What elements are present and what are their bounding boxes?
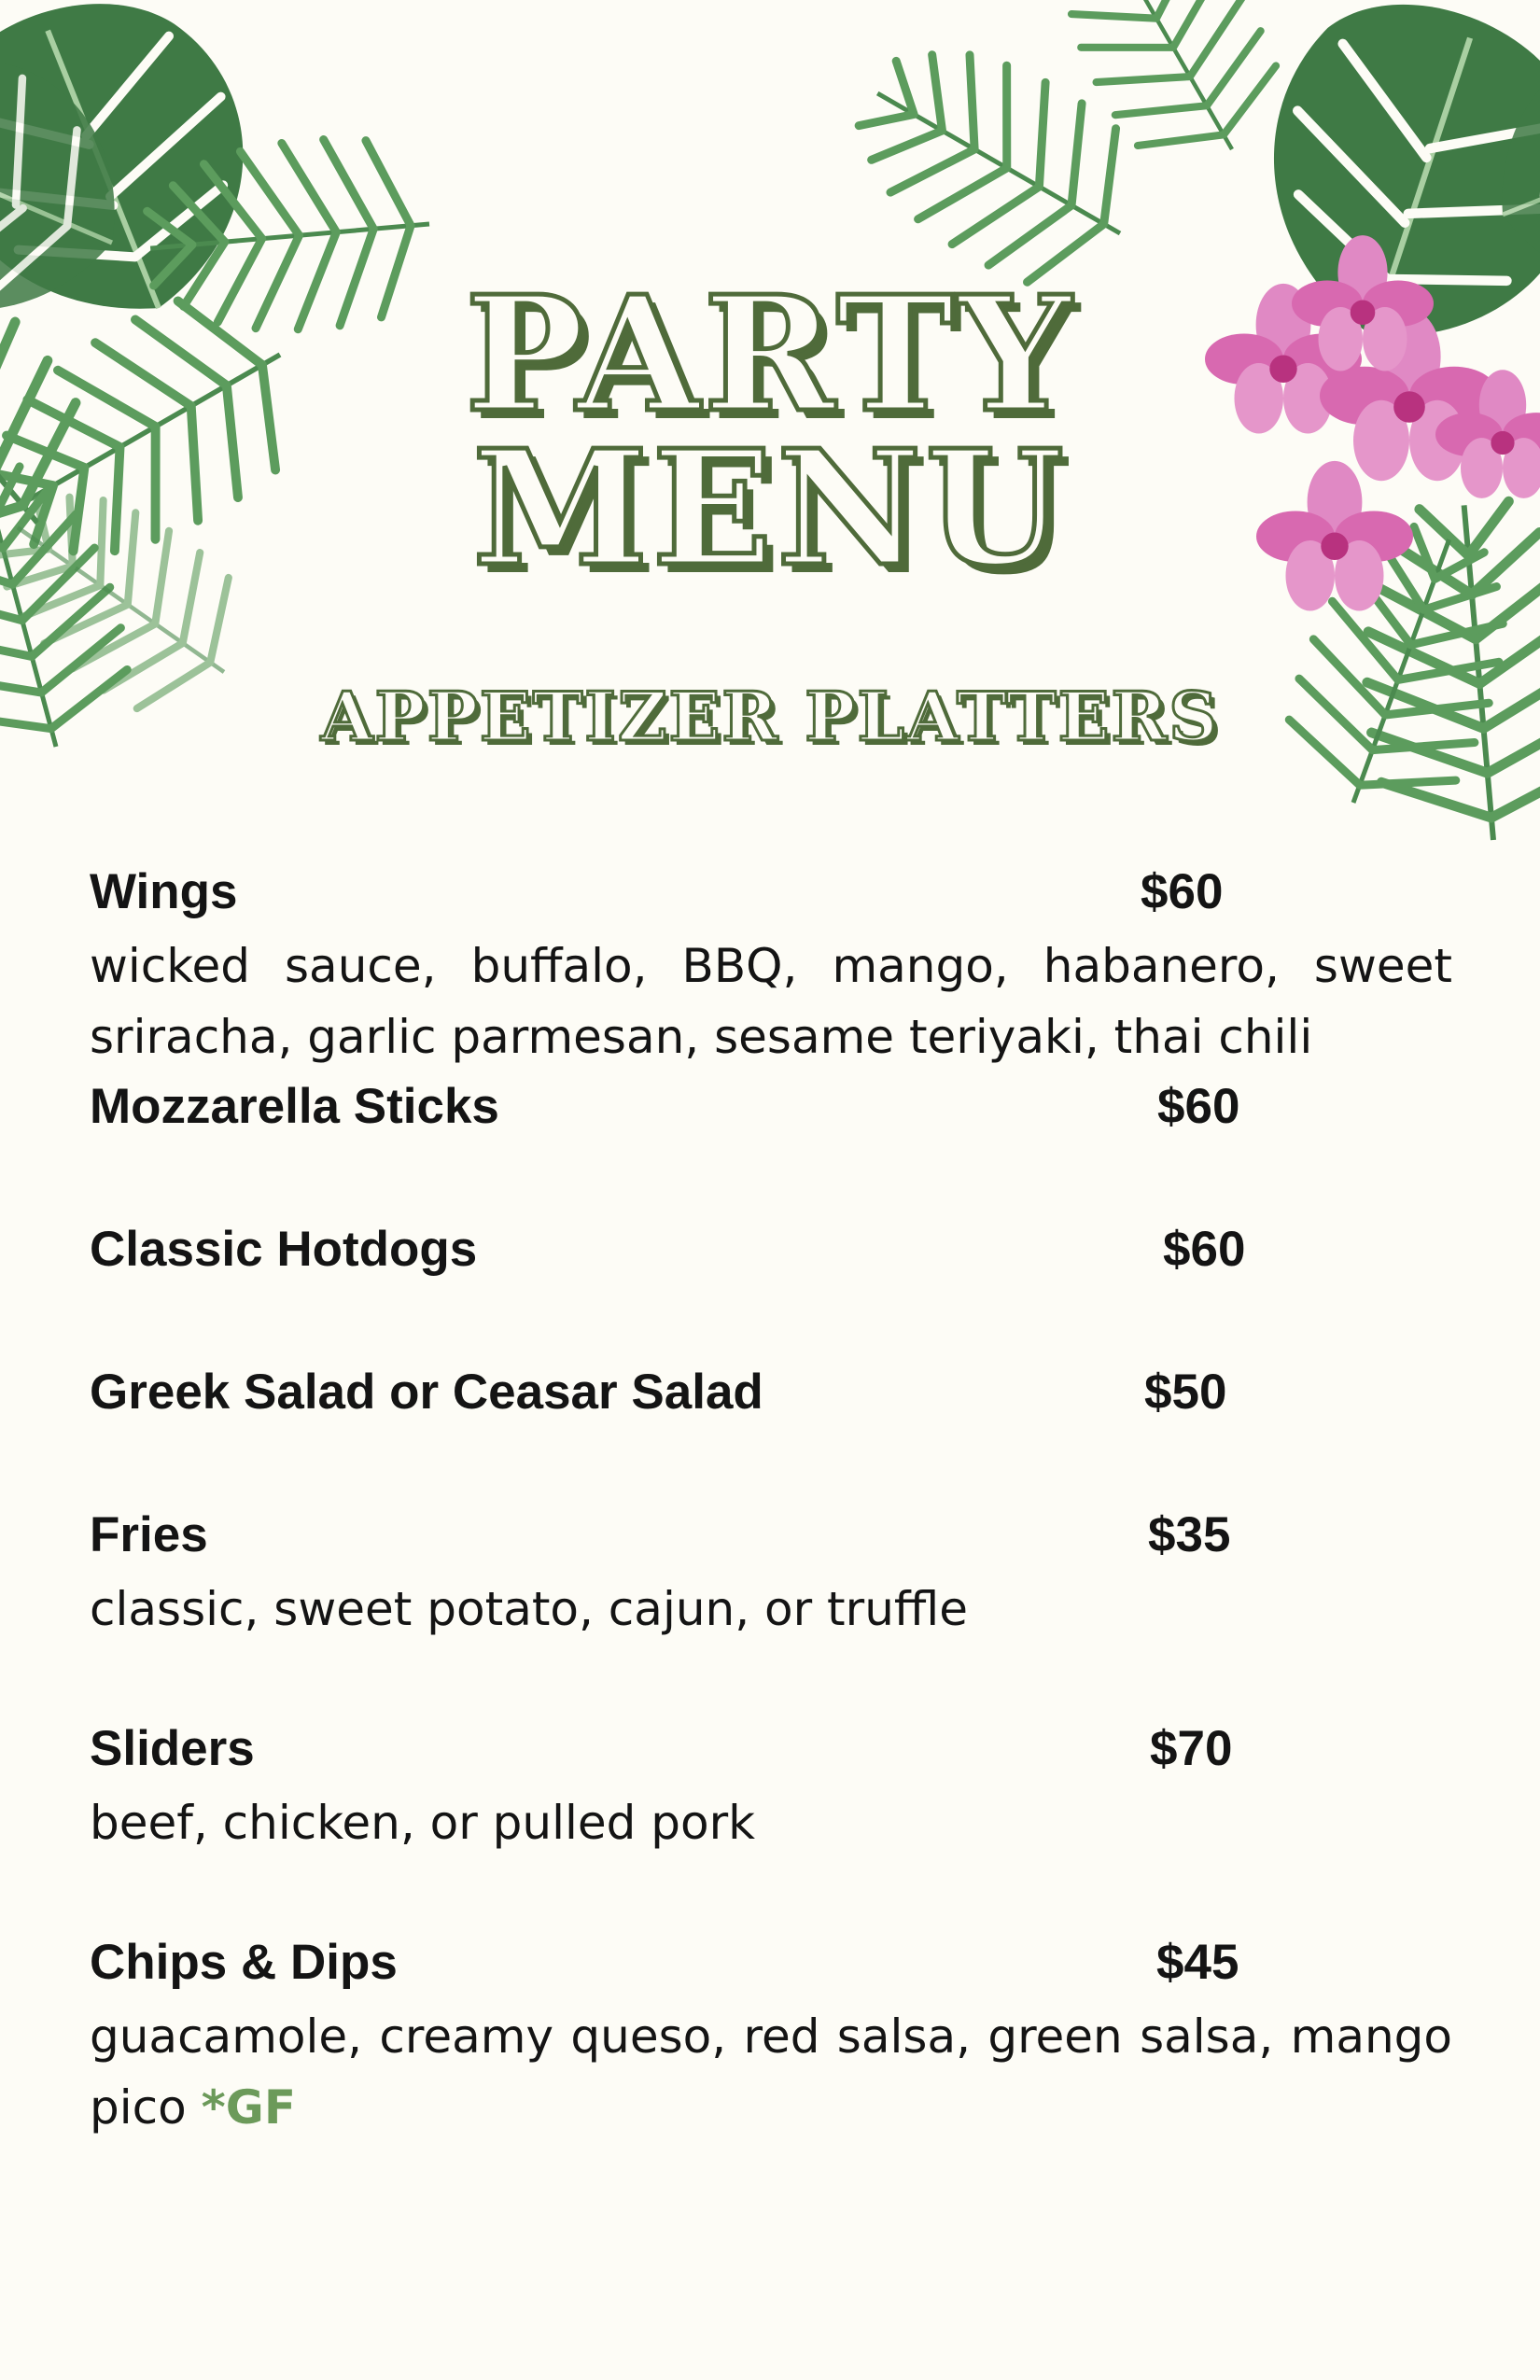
gluten-free-tag: *GF	[201, 2080, 296, 2135]
item-price: $70	[1150, 1721, 1233, 1776]
item-name: Mozzarella Sticks	[90, 1079, 499, 1134]
item-price: $60	[1163, 1222, 1246, 1277]
menu-title-line-2: MENU	[472, 415, 1068, 602]
item-price: $60	[1141, 864, 1224, 919]
item-description: wicked sauce, buffalo, BBQ, mango, habanero, sweet sriracha, garlic parmesan, sesame teriyaki, thai chili	[90, 939, 1452, 1064]
section-heading: APPETIZER PLATTERS	[320, 677, 1220, 756]
item-name: Fries	[90, 1507, 208, 1562]
item-description: beef, chicken, or pulled pork	[90, 1796, 756, 1850]
item-price: $35	[1148, 1507, 1231, 1562]
item-description: classic, sweet potato, cajun, or truffle	[90, 1582, 968, 1636]
item-name: Wings	[90, 864, 238, 919]
item-price: $60	[1157, 1079, 1240, 1134]
item-description-text: guacamole, creamy queso, red salsa, green salsa, mango pico	[90, 2009, 1452, 2135]
item-name: Sliders	[90, 1721, 255, 1776]
item-description	[90, 2001, 1452, 2143]
item-price: $45	[1156, 1935, 1239, 1990]
item-name: Chips & Dips	[90, 1935, 398, 1990]
item-price: $50	[1144, 1365, 1227, 1420]
item-name: Greek Salad or Ceasar Salad	[90, 1365, 763, 1420]
menu-title-line-1: PARTY	[465, 261, 1075, 448]
item-name: Classic Hotdogs	[90, 1222, 478, 1277]
